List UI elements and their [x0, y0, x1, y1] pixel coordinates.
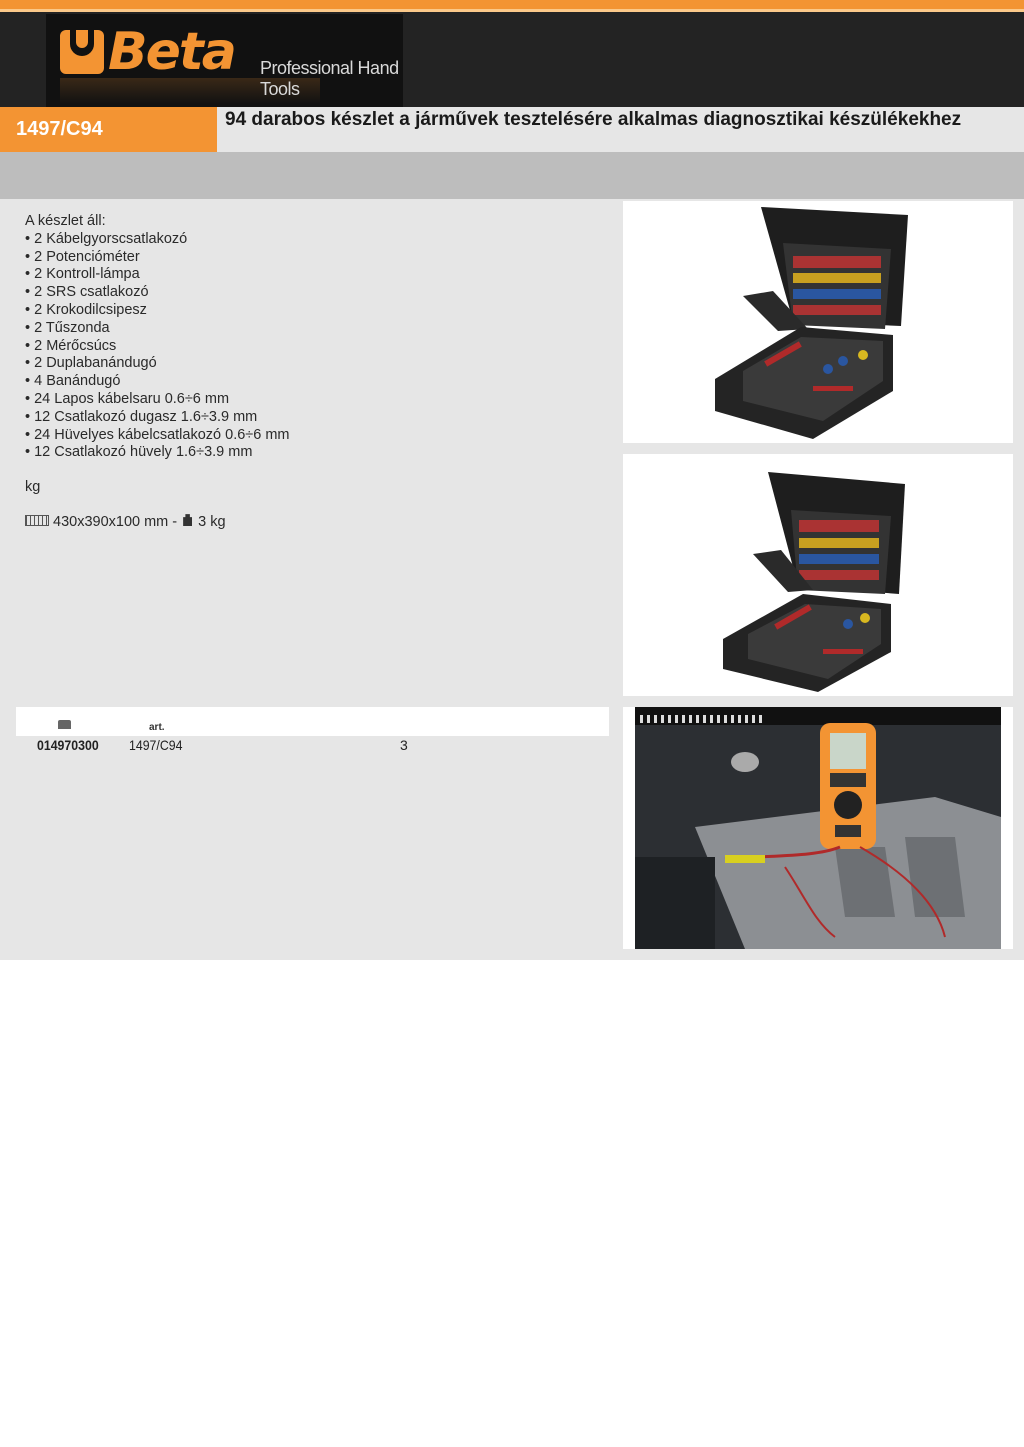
- cell-code: 014970300: [37, 737, 99, 753]
- list-item: • 12 Csatlakozó dugasz 1.6÷3.9 mm: [25, 408, 258, 425]
- dimensions-value: 430x390x100 mm -: [53, 514, 178, 530]
- ruler-icon: [25, 515, 49, 526]
- list-item: • 2 Kábelgyorscsatlakozó: [25, 230, 188, 247]
- list-item: • 2 Krokodilcsipesz: [25, 301, 147, 318]
- list-item: • 2 Duplabanándugó: [25, 355, 157, 372]
- list-item: • 2 Mérőcsúcs: [25, 337, 117, 354]
- cell-qty: 3: [400, 737, 408, 753]
- wrench-emblem-icon: [60, 30, 104, 74]
- product-code: 1497/C94: [0, 107, 217, 152]
- list-item: • 12 Csatlakozó hüvely 1.6÷3.9 mm: [25, 444, 253, 461]
- description-list: [25, 213, 605, 462]
- list-item: • 2 Kontroll-lámpa: [25, 266, 140, 283]
- engine-multimeter-photo: [635, 707, 1024, 949]
- weight-icon: [183, 514, 192, 526]
- table-header: [16, 707, 609, 736]
- unit-label: kg: [25, 479, 41, 495]
- brand-name: Beta: [108, 22, 235, 82]
- section-band: [0, 152, 1024, 199]
- list-item: • 4 Banándugó: [25, 373, 121, 390]
- beta-logo: [46, 14, 403, 107]
- product-image-3: [623, 707, 1013, 949]
- product-image-1: [623, 201, 1013, 443]
- table-row: [16, 736, 609, 756]
- weight-value: 3 kg: [198, 514, 226, 530]
- list-item: • 24 Hüvelyes kábelcsatlakozó 0.6÷6 mm: [25, 426, 290, 443]
- top-accent-bar: [0, 0, 1024, 12]
- tool-case-image: [623, 454, 1013, 696]
- cell-art: 1497/C94: [129, 737, 183, 753]
- tool-case-image: [623, 201, 1013, 443]
- product-title: 94 darabos készlet a járművek tesztelésére alkalmas diagnosztikai készülékekhez: [217, 107, 1024, 152]
- list-item: • 24 Lapos kábelsaru 0.6÷6 mm: [25, 390, 230, 407]
- product-image-2: [623, 454, 1013, 696]
- list-item: • 2 SRS csatlakozó: [25, 284, 149, 301]
- header-art: art.: [149, 722, 165, 733]
- list-item: • 2 Potencióméter: [25, 248, 140, 265]
- brand-header: [0, 12, 1024, 107]
- barcode-box-icon: [58, 720, 71, 729]
- brand-tagline: Professional Hand Tools: [260, 58, 399, 99]
- dimensions-line: [25, 514, 226, 530]
- list-item: A készlet áll:: [25, 213, 106, 229]
- list-item: • 2 Tűszonda: [25, 319, 110, 336]
